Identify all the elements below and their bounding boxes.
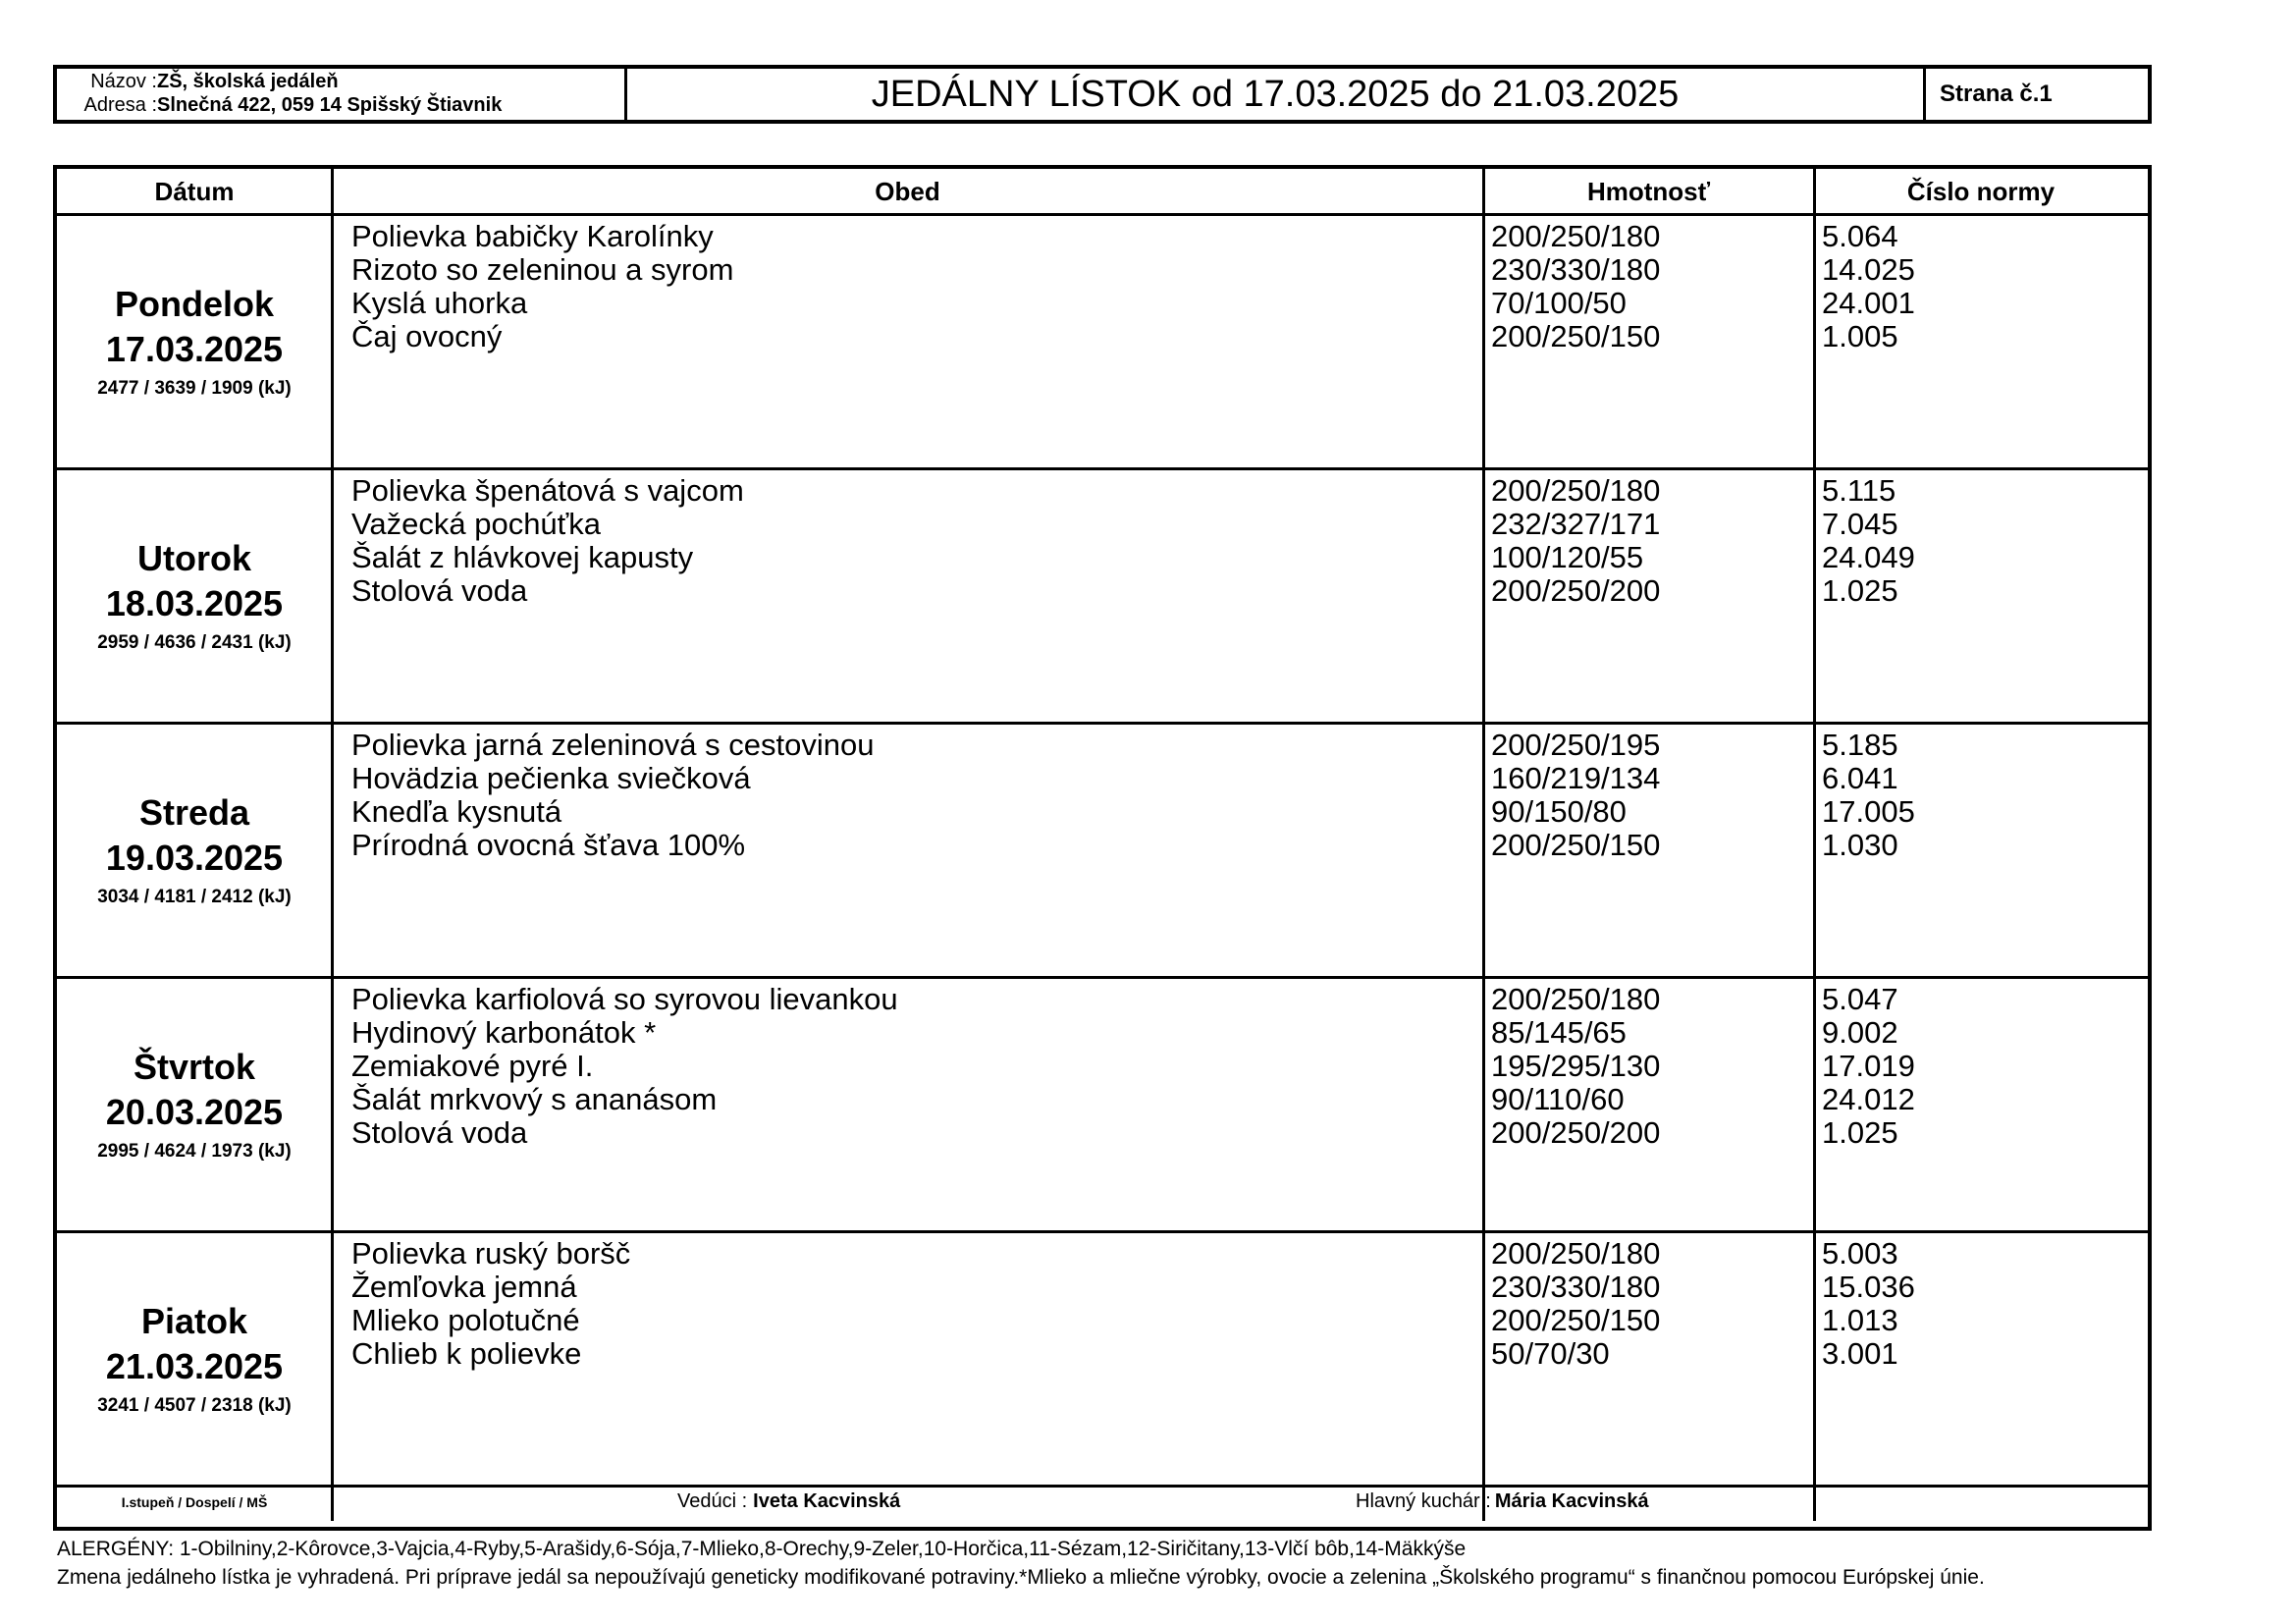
norm-item: 6.041 bbox=[1822, 761, 1898, 795]
norm-item: 5.047 bbox=[1822, 982, 1898, 1016]
meal-item: Polievka jarná zeleninová s cestovinou bbox=[351, 728, 875, 762]
norm-list bbox=[1822, 1237, 1915, 1371]
day-name: Štvrtok bbox=[133, 1046, 256, 1087]
meal-list bbox=[351, 1237, 630, 1371]
day-cell bbox=[57, 977, 332, 1231]
disclaimer-note: Zmena jedálneho lístka je vyhradená. Pri príprave jedál sa nepoužívajú geneticky modifikované potraviny.*Mlieko a mliečne výrobky, ovocie a zelenina „Školského programu“ s finančnou pomocou Európskej únie. bbox=[57, 1566, 1985, 1589]
weight-item: 200/250/150 bbox=[1491, 319, 1661, 353]
day-cell bbox=[57, 214, 332, 468]
column-divider bbox=[1482, 169, 1485, 1521]
weight-list bbox=[1491, 1237, 1660, 1371]
norm-item: 24.049 bbox=[1822, 540, 1915, 574]
meal-item: Rizoto so zeleninou a syrom bbox=[351, 252, 734, 287]
meal-item: Prírodná ovocná šťava 100% bbox=[351, 828, 746, 862]
weight-item: 200/250/150 bbox=[1491, 828, 1661, 862]
weight-item: 200/250/180 bbox=[1491, 1236, 1661, 1271]
day-date: 21.03.2025 bbox=[105, 1345, 284, 1386]
day-cell bbox=[57, 468, 332, 723]
row-divider bbox=[57, 1485, 2148, 1488]
weight-item: 230/330/180 bbox=[1491, 252, 1661, 287]
day-date: 17.03.2025 bbox=[105, 328, 284, 369]
manager-label: Vedúci : bbox=[677, 1490, 748, 1512]
meal-item: Žemľovka jemná bbox=[351, 1270, 577, 1304]
meal-item: Polievka špenátová s vajcom bbox=[351, 473, 744, 508]
header-weight: Hmotnosť bbox=[1586, 176, 1711, 206]
meal-item: Važecká pochúťka bbox=[351, 507, 602, 541]
meal-list bbox=[351, 474, 744, 608]
norm-item: 5.003 bbox=[1822, 1236, 1898, 1271]
meal-list bbox=[351, 983, 898, 1150]
norm-item: 1.030 bbox=[1822, 828, 1898, 862]
weight-item: 200/250/200 bbox=[1491, 1115, 1661, 1150]
weight-list bbox=[1491, 983, 1660, 1150]
norm-list bbox=[1822, 983, 1915, 1150]
row-divider bbox=[57, 1230, 2148, 1233]
day-date: 18.03.2025 bbox=[105, 582, 284, 623]
weight-list bbox=[1491, 729, 1660, 862]
meal-item: Šalát mrkvový s ananásom bbox=[351, 1082, 718, 1116]
weight-item: 200/250/180 bbox=[1491, 219, 1661, 253]
meal-list bbox=[351, 729, 874, 862]
weight-item: 230/330/180 bbox=[1491, 1270, 1661, 1304]
day-name: Utorok bbox=[137, 537, 251, 578]
footer-chef bbox=[1356, 1486, 1649, 1518]
norm-item: 3.001 bbox=[1822, 1336, 1898, 1371]
address-label: Adresa : bbox=[83, 94, 157, 116]
row-divider bbox=[57, 213, 2148, 216]
weight-item: 160/219/134 bbox=[1491, 761, 1661, 795]
menu-table bbox=[53, 165, 2152, 1531]
day-energy: 2477 / 3639 / 1909 (kJ) bbox=[97, 377, 292, 399]
page-number: Strana č.1 bbox=[1940, 81, 2053, 107]
weight-item: 100/120/55 bbox=[1491, 540, 1644, 574]
school-address-row bbox=[73, 94, 502, 117]
day-cell bbox=[57, 723, 332, 977]
norm-item: 1.013 bbox=[1822, 1303, 1898, 1337]
day-date: 19.03.2025 bbox=[105, 837, 284, 878]
weight-item: 200/250/180 bbox=[1491, 982, 1661, 1016]
day-name: Pondelok bbox=[114, 283, 275, 324]
weight-item: 200/250/200 bbox=[1491, 573, 1661, 608]
day-energy: 3034 / 4181 / 2412 (kJ) bbox=[97, 886, 292, 907]
norm-list bbox=[1822, 729, 1915, 862]
meal-item: Chlieb k polievke bbox=[351, 1336, 582, 1371]
meal-item: Kyslá uhorka bbox=[351, 286, 528, 320]
meal-item: Stolová voda bbox=[351, 1115, 528, 1150]
norm-item: 5.115 bbox=[1822, 473, 1896, 508]
norm-item: 7.045 bbox=[1822, 507, 1898, 541]
weight-item: 200/250/150 bbox=[1491, 1303, 1661, 1337]
school-info bbox=[57, 69, 627, 120]
weight-list bbox=[1491, 474, 1660, 608]
manager-name: Iveta Kacvinská bbox=[753, 1490, 901, 1512]
norm-item: 5.064 bbox=[1822, 219, 1898, 253]
column-divider bbox=[1813, 169, 1816, 1521]
meal-item: Polievka ruský boršč bbox=[351, 1236, 631, 1271]
weight-item: 200/250/195 bbox=[1491, 728, 1661, 762]
row-divider bbox=[57, 976, 2148, 979]
row-divider bbox=[57, 722, 2148, 725]
norm-item: 24.012 bbox=[1822, 1082, 1915, 1116]
norm-item: 24.001 bbox=[1822, 286, 1915, 320]
row-divider bbox=[57, 467, 2148, 470]
norm-item: 1.025 bbox=[1822, 1115, 1898, 1150]
menu-header bbox=[53, 65, 2152, 124]
header-norm: Číslo normy bbox=[1906, 176, 2056, 206]
header-date: Dátum bbox=[154, 176, 235, 206]
school-address: Slnečná 422, 059 14 Spišský Štiavnik bbox=[157, 94, 503, 116]
meal-item: Zemiakové pyré I. bbox=[351, 1049, 594, 1083]
meal-item: Polievka babičky Karolínky bbox=[351, 219, 714, 253]
meal-item: Čaj ovocný bbox=[351, 319, 503, 353]
page-title: JEDÁLNY LÍSTOK od 17.03.2025 do 21.03.2025 bbox=[627, 69, 1926, 120]
weight-item: 90/110/60 bbox=[1491, 1082, 1625, 1116]
meal-item: Polievka karfiolová so syrovou lievankou bbox=[351, 982, 898, 1016]
footer-manager bbox=[677, 1486, 900, 1518]
day-energy: 2995 / 4624 / 1973 (kJ) bbox=[97, 1140, 292, 1162]
day-name: Piatok bbox=[140, 1300, 248, 1341]
meal-list bbox=[351, 220, 733, 353]
meal-item: Šalát z hlávkovej kapusty bbox=[351, 540, 694, 574]
day-date: 20.03.2025 bbox=[105, 1091, 284, 1132]
weight-item: 85/145/65 bbox=[1491, 1015, 1627, 1050]
meal-item: Knedľa kysnutá bbox=[351, 794, 562, 829]
allergens-note: ALERGÉNY: 1-Obilniny,2-Kôrovce,3-Vajcia,4-Ryby,5-Arašidy,6-Sója,7-Mlieko,8-Orechy,9-Zeler,10-Horčica,11-Sézam,12-Siričitany,13-Vlčí bôb,14-Mäkkýše bbox=[57, 1538, 1467, 1560]
weight-item: 50/70/30 bbox=[1491, 1336, 1610, 1371]
day-energy: 2959 / 4636 / 2431 (kJ) bbox=[97, 631, 292, 653]
norm-item: 14.025 bbox=[1822, 252, 1915, 287]
norm-item: 5.185 bbox=[1822, 728, 1898, 762]
weight-item: 200/250/180 bbox=[1491, 473, 1661, 508]
weight-list bbox=[1491, 220, 1660, 353]
norm-list bbox=[1822, 474, 1915, 608]
weight-item: 90/150/80 bbox=[1491, 794, 1627, 829]
norm-item: 9.002 bbox=[1822, 1015, 1898, 1050]
school-name: ZŠ, školská jedáleň bbox=[157, 71, 339, 92]
norm-item: 1.025 bbox=[1822, 573, 1898, 608]
norm-list bbox=[1822, 220, 1915, 353]
norm-item: 17.005 bbox=[1822, 794, 1915, 829]
norm-item: 17.019 bbox=[1822, 1049, 1915, 1083]
day-energy: 3241 / 4507 / 2318 (kJ) bbox=[97, 1394, 292, 1416]
day-cell bbox=[57, 1231, 332, 1486]
weight-item: 70/100/50 bbox=[1491, 286, 1627, 320]
meal-item: Stolová voda bbox=[351, 573, 528, 608]
norm-item: 1.005 bbox=[1822, 319, 1898, 353]
meal-item: Hydinový karbonátok * bbox=[351, 1015, 657, 1050]
chef-name: Mária Kacvinská bbox=[1494, 1490, 1649, 1512]
chef-label: Hlavný kuchár : bbox=[1356, 1490, 1491, 1512]
footer-groups: I.stupeň / Dospelí / MŠ bbox=[121, 1493, 268, 1510]
name-label: Názov : bbox=[90, 71, 157, 92]
meal-item: Mlieko polotučné bbox=[351, 1303, 580, 1337]
weight-item: 195/295/130 bbox=[1491, 1049, 1661, 1083]
weight-item: 232/327/171 bbox=[1491, 507, 1661, 541]
school-name-row bbox=[73, 71, 339, 93]
header-meal: Obed bbox=[875, 176, 940, 206]
norm-item: 15.036 bbox=[1822, 1270, 1915, 1304]
meal-item: Hovädzia pečienka sviečková bbox=[351, 761, 751, 795]
day-name: Streda bbox=[138, 791, 250, 833]
